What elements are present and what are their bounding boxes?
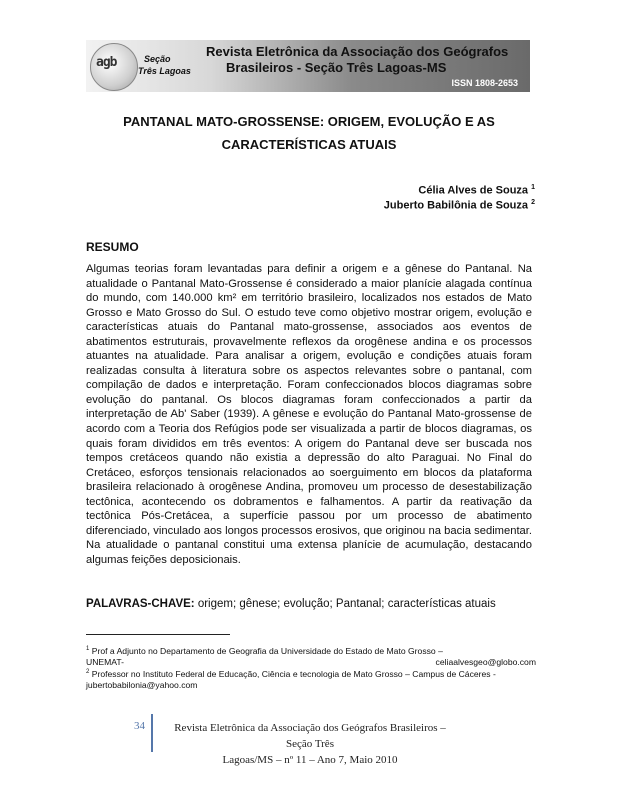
footnote-2-text: Professor no Instituto Federal de Educação, Ciência e tecnologia de Mato Grosso – Campus de Cáceres - jubertobabilonia@yahoo.com: [86, 668, 496, 690]
keywords: [86, 598, 496, 610]
agb-logo: [86, 40, 204, 92]
footnote-1-text: Prof a Adjunto no Departamento de Geografia da Universidade do Estado de Mato Grosso –: [91, 645, 443, 656]
footnote-1-org: UNEMAT-: [86, 656, 125, 667]
banner-title-line1: Revista Eletrônica da Associação dos Geógrafos: [206, 44, 509, 59]
abstract-heading: RESUMO: [86, 240, 139, 254]
keywords-label: PALAVRAS-CHAVE:: [86, 598, 195, 610]
author-2: [384, 199, 535, 212]
author-1: [418, 184, 535, 197]
article-title-line1: PANTANAL MATO-GROSSENSE: ORIGEM, EVOLUÇÃO E AS: [123, 114, 495, 129]
article-title-line2: CARACTERÍSTICAS ATUAIS: [221, 137, 397, 152]
keywords-text: origem; gênese; evolução; Pantanal; características atuais: [197, 598, 496, 610]
footnote-1-email[interactable]: celiaalvesgeo@globo.com: [435, 656, 536, 667]
journal-banner: [86, 40, 530, 92]
author-1-name: Célia Alves de Souza: [418, 184, 529, 197]
author-1-mark: 1: [531, 184, 535, 191]
logo-line2: Três Lagoas: [138, 66, 191, 76]
author-2-name: Juberto Babilônia de Souza: [383, 199, 529, 212]
footer-citation-line1: Revista Eletrônica da Associação dos Geógrafos Brasileiros – Seção Três: [174, 722, 446, 750]
footnote-2-mark: 2: [86, 669, 90, 675]
banner-title-line2: Brasileiros - Seção Três Lagoas-MS: [226, 60, 447, 75]
footnote-2: [86, 667, 536, 691]
page-number: 34: [134, 720, 145, 732]
author-2-mark: 2: [531, 199, 535, 206]
footer-divider: [151, 714, 153, 752]
logo-mark: agb: [96, 55, 117, 70]
logo-line1: Seção: [144, 54, 171, 64]
footnote-rule: [86, 634, 230, 635]
abstract-body: Algumas teorias foram levantadas para definir a origem e a gênese do Pantanal. Na atualidade o Pantanal Mato-Grossense é considerado a maior planície alagada contínua do mundo, com 140.000 km² em território brasileiro, localizados nos estados de Mato Grosso e Mato Grosso do Sul. O estudo teve como objetivo mostrar origem, evolução e características atuais do Pantanal mato-grossense, associados aos eventos de abatimentos estruturais, provavelmente reflexos da orogênese andina e os processos atuantes na atualidade. Para analisar a origem, evolução e condições atuais foram realizadas consulta à literatura sobre os aspectos relevantes sobre o pantanal, com compilação de dados e interpretação. Foram confeccionados blocos diagramas sobre evolução do pantanal. Os blocos diagramas foram confeccionados a partir da interpretação de Ab' Saber (1939). A gênese e evolução do Pantanal Mato-grossense de acordo com a Teoria dos Refúgios pode ser visualizada a partir de blocos diagramas, os quais foram divididos em três eventos: A origem do Pantanal deve ser buscada nos tempos cretáceos quando não existia a depressão do alto Paraguai. No Final do Cretáceo, esforços tensionais relacionados ao soerguimento em blocos da plataforma brasileira relacionado à orogênese Andina, promoveu um processo de desestabilização tectônica, acontecendo os dobramentos e falhamentos. A partir da reativação da tectônica Pós-Cretácea, a superfície passou por um processo de abatimento diferenciado, vinculado aos longos processos erosivos, que originou na bacia sedimentar. Na atualidade o pantanal constitui uma extensa planície de acumulação, destacando algumas feições deposicionais.: [86, 263, 532, 566]
issn: ISSN 1808-2653: [451, 78, 518, 88]
footer-citation-line2: Lagoas/MS – nº 11 – Ano 7, Maio 2010: [222, 754, 398, 766]
footer-citation: [160, 720, 460, 768]
footnote-1: [86, 644, 536, 668]
footnote-1-mark: 1: [86, 646, 90, 652]
